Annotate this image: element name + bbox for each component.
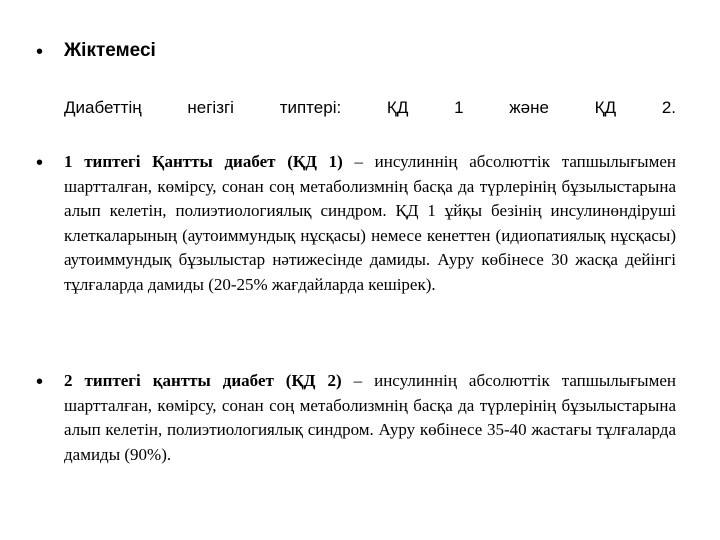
type1-paragraph (64, 150, 676, 297)
type2-text: – инсулиннің абсолюттік тапшылығымен шартталған, көмірсу, сонан соң метаболизмнің басқа да түрлерінің бұзылыстарына алып келетін, полиэтиологиялық синдром. Ауру көбінесе 35-40 жастағы тұлғаларда дамиды (90%). (64, 371, 676, 464)
type2-lead: 2 типтегі қантты диабет (ҚД 2) (64, 371, 342, 390)
type1-text: – инсулиннің абсолюттік тапшылығымен шартталған, көмірсу, сонан соң метаболизмнің басқа да түрлерінің бұзылыстарына алып келетін, полиэтиологиялық синдром. ҚД 1 ұйқы безінің инсулинөндіруші клеткаларының (аутоиммундық нұсқасы) немесе кенеттен (идиопатиялық нұсқасы) аутоиммундық бұзылыстар нәтижесінде дамиды. Ауру көбінесе 30 жасқа дейінгі тұлғаларда дамиды (20-25% жағдайларда кешірек). (64, 152, 676, 294)
bullet-icon: • (36, 41, 44, 63)
bullet-icon: • (36, 152, 44, 174)
slide-heading: Жіктемесі (64, 40, 156, 61)
subtitle-line: Диабеттің негізгі типтері: ҚД 1 және ҚД 2. (64, 98, 676, 117)
type1-lead: 1 типтегі Қантты диабет (ҚД 1) (64, 152, 343, 171)
bullet-icon: • (36, 371, 44, 393)
type2-paragraph (64, 369, 676, 467)
